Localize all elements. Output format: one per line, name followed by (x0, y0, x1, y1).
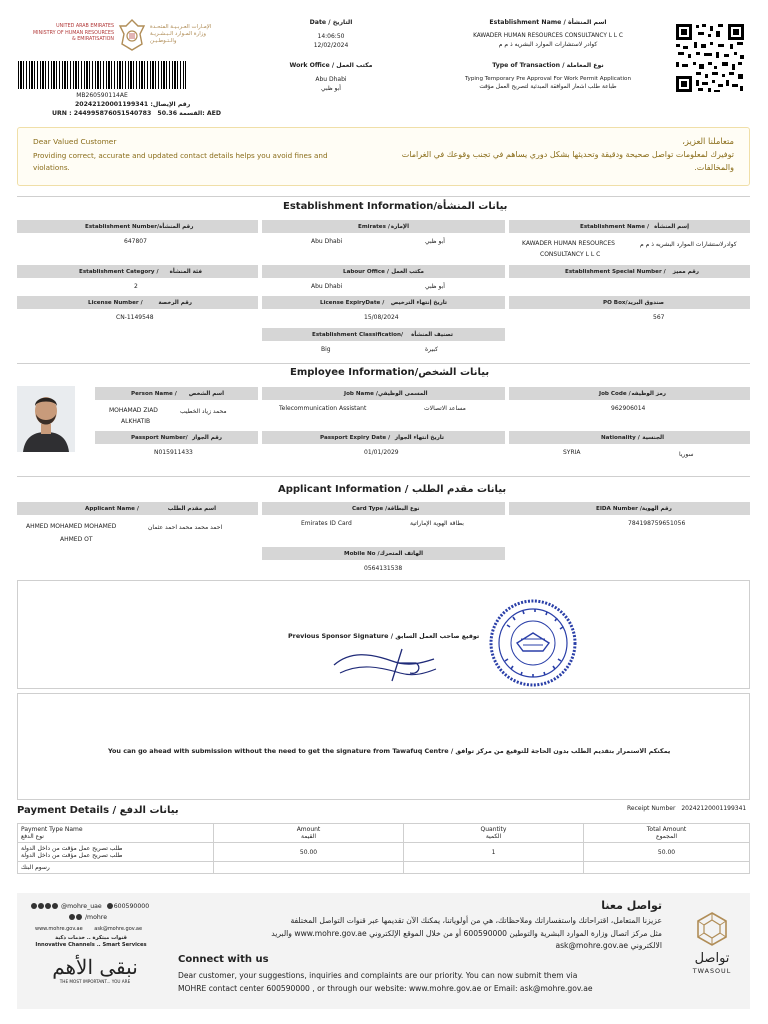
contact-title-ar: تواصل معنا (601, 899, 662, 912)
fee-value: 50.36 (157, 110, 177, 117)
phone-icon (107, 903, 113, 909)
classification-ar-value: كبيرة (425, 346, 438, 353)
divider (17, 363, 750, 364)
receipt-number: Receipt Number 20242120001199341 (627, 805, 747, 812)
work-office-ar: أبو ظبي (321, 85, 341, 92)
emirates-ar-value: أبو ظبي (425, 238, 445, 245)
barcode (18, 61, 186, 89)
channels-tagline: قنوات مبتكرة .. خدمات ذكية Innovative Channels .. Smart Services (35, 935, 147, 948)
mobile-value: 0564131538 (364, 565, 403, 572)
notice-title-ar: متعاملنا العزيز، (682, 136, 734, 146)
divider (17, 196, 750, 197)
est-name-label: Establishment Name / اسم المنشأة (489, 19, 607, 26)
classification-en-value: Big (321, 346, 331, 353)
signature-scribble (330, 643, 440, 685)
work-office-label: Work Office / مكتب العمل (289, 62, 373, 69)
job-name-ar-value: مساعد الاتصالات (424, 405, 466, 412)
facebook-handle: /mohre (69, 914, 107, 921)
notice-body-en: Providing correct, accurate and updated contact details helps you avoid fines and violations. (33, 151, 328, 172)
ministry-name-ar: الإمـارات العـربـيـة المتحـدة وزارة المـوارد الـبـشـريـة والـتـوطـيـن (150, 24, 212, 44)
person-name-en-value: MOHAMAD ZIAD ALKHATIB (109, 407, 158, 425)
ministry-logo (18, 18, 250, 54)
card-type-header: Card Type / نوع البطاقة (262, 502, 505, 515)
date-block (276, 19, 386, 49)
contact-title-en: Connect with us (178, 954, 269, 965)
est-number-value: 647807 (124, 238, 147, 245)
license-expiry-value: 15/08/2024 (364, 314, 399, 321)
youtube-icon (76, 914, 82, 920)
social-handles: @mohre_uae 600590000 (31, 903, 149, 910)
po-box-value: 567 (653, 314, 665, 321)
est-number-header: Establishment Number/ رقم المنشأة (17, 220, 258, 233)
web-and-email: www.mohre.gov.ae ask@mohre.gov.ae (35, 926, 143, 932)
uae-emblem-icon (118, 18, 146, 52)
ministry-name-en: UNITED ARAB EMIRATES MINISTRY OF HUMAN RESOURCES & EMIRATISATION (33, 24, 114, 42)
twasoul-logo-icon (695, 911, 729, 947)
twasoul-name: تواصل TWASOUL (692, 951, 732, 975)
est-category-value: 2 (134, 283, 138, 290)
receipt-number-line (75, 101, 190, 108)
emirates-en-value: Abu Dhabi (311, 238, 343, 245)
labour-office-header: Labour Office / مكتب العمل (262, 265, 505, 278)
payment-table (17, 823, 750, 874)
est-name-ar: كوادر لاستشارات الموارد البشريه ذ م م (498, 41, 598, 48)
applicant-name-en-value: AHMED MOHAMED MOHAMED AHMED OT (26, 523, 117, 543)
mobile-header: Mobile No / الهاتف المتحرك (262, 547, 505, 560)
time-value: 14:06:50 (317, 33, 345, 40)
date-label: Date / التاريخ (309, 19, 353, 26)
applicant-name-header: Applicant Name / اسم مقدم الطلب (17, 502, 258, 515)
card-type-ar-value: بطاقة الهوية الإماراتية (410, 520, 464, 527)
fee-label: القسمة: AED (179, 110, 222, 117)
nationality-en-value: SYRIA (563, 449, 581, 456)
payment-table-header: Payment Type Name نوع الدفع Amount القيمة Quantity الكمية Total Amount المجموع (18, 824, 750, 843)
tawafuq-box (17, 693, 750, 800)
twitter-icon (31, 903, 37, 909)
card-type-en-value: Emirates ID Card (301, 520, 352, 527)
est-category-header: Establishment Category / فئة المنشأة (17, 265, 258, 278)
est-name-en: KAWADER HUMAN RESOURCES CONSULTANCY L L C (473, 33, 623, 39)
snapchat-icon (52, 903, 58, 909)
employee-section-title: Employee Information/بيانات الشخص (290, 367, 490, 378)
person-name-header: Person Name / اسم الشخص (95, 387, 258, 400)
transaction-ar: طباعة طلب اشعار الموافقة المبدئية لتصريح العمل مؤقت (479, 84, 617, 90)
labour-ar-value: أبو ظبي (425, 283, 445, 290)
payment-title: Payment Details / بيانات الدفع (17, 805, 179, 816)
passport-expiry-header: Passport Expiry Date / تاريخ انتهاء الجواز (262, 431, 505, 444)
date-value: 12/02/2024 (313, 42, 349, 49)
applicant-section-title: Applicant Information / بيانات مقدم الطلب (278, 484, 507, 495)
labour-en-value: Abu Dhabi (311, 283, 343, 290)
customer-notice (17, 127, 750, 186)
passport-number-header: Passport Number/ رقم الجواز (95, 431, 258, 444)
job-name-header: Job Name / المسمى الوظيفي (262, 387, 505, 400)
instagram-icon (38, 903, 44, 909)
establishment-name-block (438, 19, 658, 48)
receipt-number-value: 20242120001199341 (75, 101, 149, 108)
classification-header: Establishment Classification/ تصنيف المنشأة (262, 328, 505, 341)
est-name-en-value: KAWADER HUMAN RESOURCES CONSULTANCY L L C (522, 240, 615, 258)
special-number-header: Establishment Special Number / رقم مميز (509, 265, 750, 278)
urn-line (52, 110, 221, 117)
notice-title-en: Dear Valued Customer (33, 137, 117, 146)
license-expiry-header: License ExpiryDate / تاريخ إنتهاء الترخيص (262, 296, 505, 309)
license-number-header: License Number / رقم الرخصة (17, 296, 258, 309)
job-code-value: 962906014 (611, 405, 646, 412)
employee-photo (17, 386, 75, 452)
transaction-label: Type of Transaction / نوع المعاملة (492, 62, 604, 69)
facebook-icon (69, 914, 75, 920)
tawafuq-text: You can go ahead with submission without the need to get the signature from Tawafuq Centre / يمكنكم الاستمرار بتقديم الطلب بدون الحاجة للتوقيع من مركز توافق (108, 747, 671, 755)
nationality-header: Nationality / الجنسية (509, 431, 750, 444)
emirates-header: Emirates / الإمارة (262, 220, 505, 233)
transaction-en: Typing Temporary Pre Approval For Work Permit Application (464, 76, 632, 82)
work-office-en: Abu Dhabi (315, 76, 347, 83)
divider (17, 476, 750, 477)
eida-number-value: 784198759651056 (628, 520, 686, 527)
license-number-value: CN-1149548 (116, 314, 154, 321)
contact-body-ar: عزيزنا المتعامل، اقتراحاتك واستفساراتك وملاحظاتك، هي من أولوياتنا، يمكنك الآن تقديمها عبر قنوات التواصل المختلفة مثل مركز اتصال وزارة الموارد البشرية والتوطين 600590000 أو من خلال الموقع الإلكتروني www.mohre.gov.ae والبريد الالكتروني ask@mohre.gov.ae (271, 916, 662, 950)
signature-box (17, 580, 750, 689)
est-name-ar-value: كوادرلاستشارات الموارد البشريه ذ م م (640, 241, 737, 248)
signature-label: Previous Sponsor Signature / توقيع صاحب العمل السابق (288, 632, 480, 640)
establishment-section-title: Establishment Information/بيانات المنشأة (283, 201, 508, 212)
notice-body-ar: توفيرك لمعلومات تواصل صحيحة ودقيقة وتحديثها بشكل دوري يساهم في تجنب وقوعك في الغرامات والمخالفات. (401, 150, 734, 172)
barcode-text: MB260590114AE (76, 92, 128, 99)
contact-body-en: Dear customer, your suggestions, inquiries and complaints are our priority. You can now submit them via MOHRE contact center 600590000 , or through our website: www.mohre.gov.ae or Email: ask@mohre.gov.ae (178, 971, 593, 993)
po-box-header: PO Box/ صندوق البريد (509, 296, 750, 309)
est-name-header: Establishment Name / إسم المنشأة (509, 220, 750, 233)
qr-code (674, 22, 746, 94)
nationality-ar-value: سوريا (679, 451, 694, 458)
job-code-header: Job Code / رمز الوظيفه (509, 387, 750, 400)
passport-number-value: N015911433 (154, 449, 193, 456)
work-office-block (276, 62, 386, 92)
passport-expiry-value: 01/01/2029 (364, 449, 399, 456)
eida-number-header: EIDA Number / رقم الهوية (509, 502, 750, 515)
table-row: رسوم البنك (18, 862, 750, 874)
contact-footer (17, 893, 750, 1009)
brand-tagline: نبقى الأهم THE MOST IMPORTANT... YOU ARE (52, 955, 138, 984)
person-name-ar-value: محمد زياد الخطيب (180, 408, 227, 415)
transaction-block (438, 62, 658, 90)
urn-value: 244995876051540783 (73, 110, 152, 117)
urn-label: URN : (52, 110, 72, 117)
linkedin-icon (45, 903, 51, 909)
table-row: طلب تصريح عمل مؤقت من داخل الدولة طلب تصريح عمل مؤقت من داخل الدولة 50.00 1 50.00 (18, 843, 750, 862)
job-name-en-value: Telecommunication Assistant (279, 405, 367, 412)
receipt-number-label: رقم الإيصال: (150, 101, 191, 108)
company-stamp (487, 597, 579, 689)
applicant-name-ar-value: احمد محمد محمد احمد عثمان (148, 524, 223, 531)
